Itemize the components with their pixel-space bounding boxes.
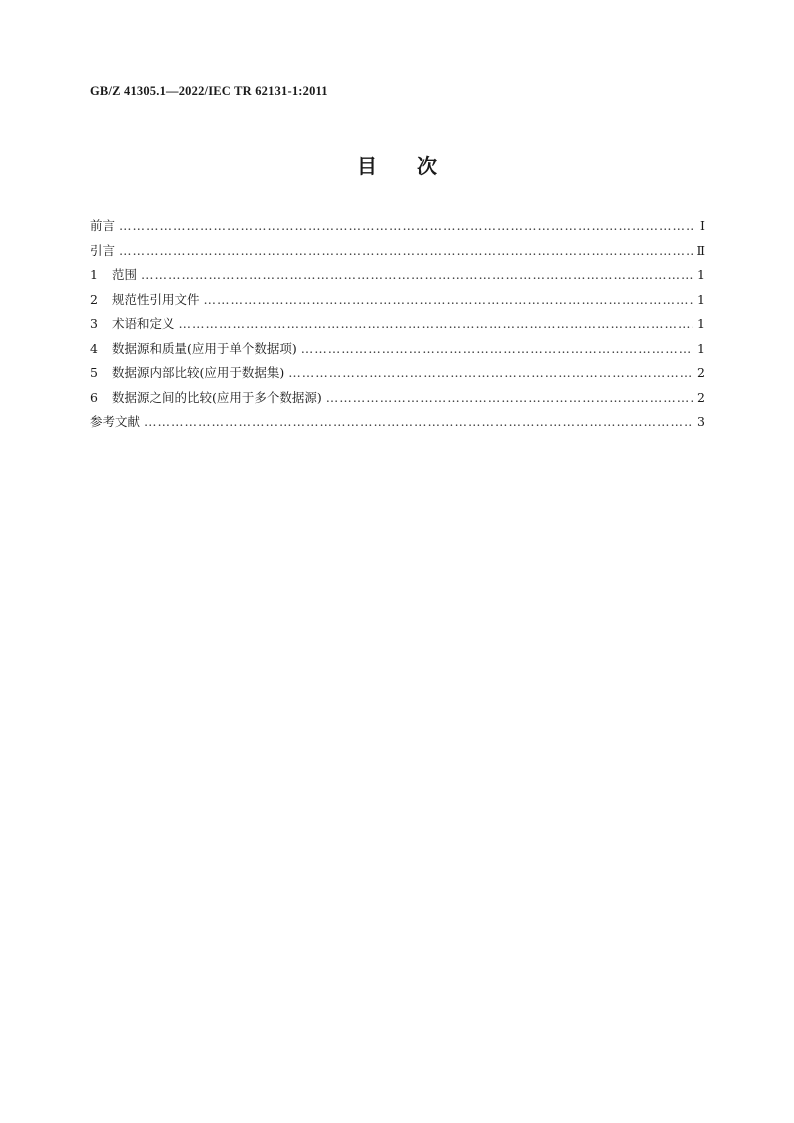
toc-page-number: 3: [697, 414, 705, 429]
toc-leader-dots: [144, 414, 693, 429]
page-title: 目次: [357, 154, 477, 178]
toc-entry-label: 数据源和质量(应用于单个数据项): [112, 340, 297, 356]
toc-leader-dots: [119, 243, 692, 258]
toc-page-number: 1: [697, 316, 705, 331]
toc-entry-intra-source-comparison[interactable]: [90, 363, 705, 388]
toc-page-number: 1: [697, 340, 705, 356]
toc-leader-dots: [179, 316, 693, 331]
toc-entry-data-sources-quality[interactable]: [90, 339, 705, 364]
toc-entry-label: 前言: [90, 218, 116, 233]
toc-entry-foreword[interactable]: [90, 216, 705, 241]
toc-entry-number: 5: [90, 365, 98, 380]
toc-entry-label: 数据源之间的比较(应用于多个数据源): [112, 389, 322, 405]
toc-entry-number: 2: [90, 291, 98, 307]
toc-entry-label: 参考文献: [90, 414, 141, 429]
toc-entry-label: 数据源内部比较(应用于数据集): [112, 365, 285, 380]
toc-leader-dots: [141, 267, 693, 282]
table-of-contents: [90, 216, 705, 437]
toc-entry-introduction[interactable]: [90, 241, 705, 266]
toc-leader-dots: [288, 365, 693, 380]
toc-entry-number: 4: [90, 340, 98, 356]
toc-page-number: Ⅱ: [696, 242, 705, 258]
toc-leader-dots: [119, 218, 693, 233]
toc-leader-dots: [301, 341, 693, 356]
toc-page-number: 1: [697, 267, 705, 282]
toc-entry-label: 范围: [112, 267, 138, 282]
toc-leader-dots: [326, 390, 693, 405]
toc-page-number: 1: [697, 291, 705, 307]
toc-leader-dots: [204, 292, 693, 307]
toc-entry-scope[interactable]: [90, 265, 705, 290]
toc-entry-number: 6: [90, 389, 98, 405]
toc-entry-label: 规范性引用文件: [112, 291, 200, 307]
toc-page-number: 2: [697, 365, 705, 380]
toc-page-number: Ⅰ: [700, 218, 705, 233]
toc-entry-bibliography[interactable]: [90, 412, 705, 437]
standard-number-header: GB/Z 41305.1—2022/IEC TR 62131-1:2011: [90, 84, 328, 98]
toc-entry-number: 3: [90, 316, 98, 331]
toc-entry-normative-references[interactable]: [90, 290, 705, 315]
toc-page-number: 2: [697, 389, 705, 405]
toc-entry-label: 术语和定义: [112, 316, 175, 331]
toc-entry-terms-definitions[interactable]: [90, 314, 705, 339]
toc-entry-label: 引言: [90, 242, 116, 258]
toc-entry-inter-source-comparison[interactable]: [90, 388, 705, 413]
toc-entry-number: 1: [90, 267, 98, 282]
